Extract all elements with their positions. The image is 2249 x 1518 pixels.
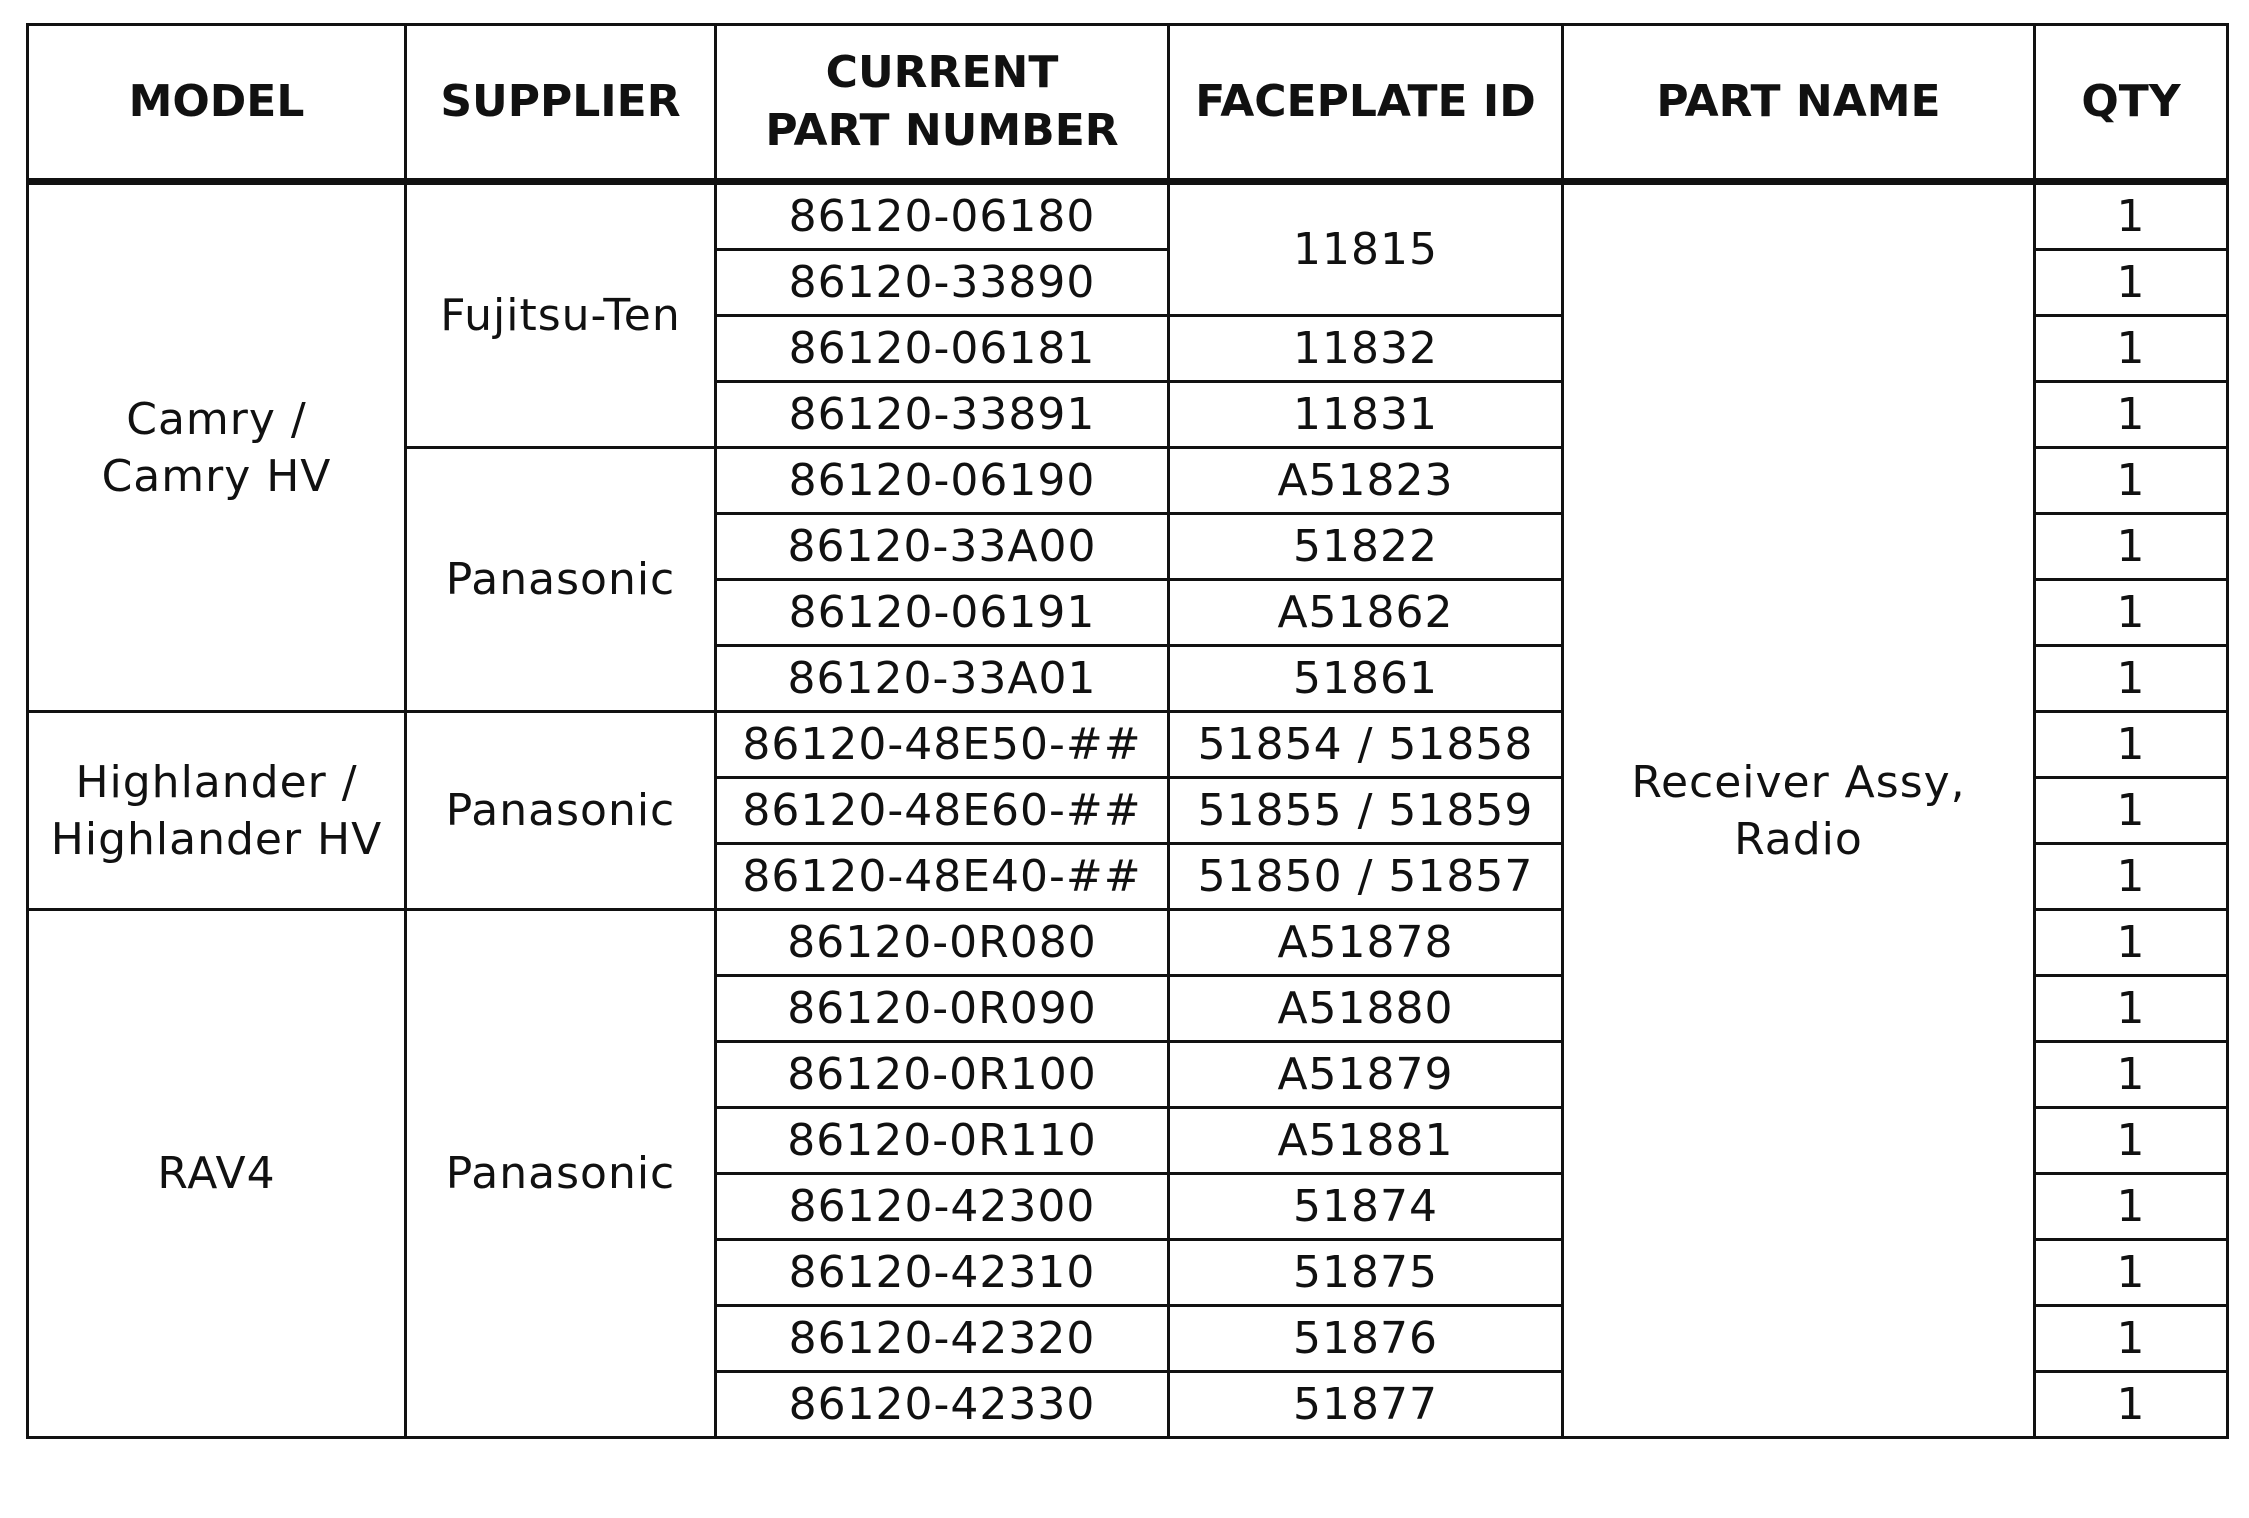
header-qty: QTY (2035, 25, 2228, 182)
faceplate-cell: 51875 (1169, 1240, 1563, 1306)
qty-cell: 1 (2035, 250, 2228, 316)
model-camry-line2: Camry HV (101, 450, 332, 502)
parts-table (26, 23, 2229, 1439)
header-row (28, 25, 2228, 182)
header-part-number (716, 25, 1169, 182)
qty-cell: 1 (2035, 448, 2228, 514)
faceplate-cell: A51823 (1169, 448, 1563, 514)
header-part-number-line1: CURRENT (825, 47, 1059, 98)
part-name-cell (1563, 182, 2035, 1438)
faceplate-cell: 11831 (1169, 382, 1563, 448)
part-number-cell: 86120-42310 (716, 1240, 1169, 1306)
faceplate-cell: A51878 (1169, 910, 1563, 976)
part-number-cell: 86120-06180 (716, 182, 1169, 250)
header-model: MODEL (28, 25, 406, 182)
qty-cell: 1 (2035, 976, 2228, 1042)
qty-cell: 1 (2035, 844, 2228, 910)
part-number-cell: 86120-48E60-## (716, 778, 1169, 844)
part-name-line1: Receiver Assy, (1631, 756, 1966, 808)
model-cell-highlander (28, 712, 406, 910)
qty-cell: 1 (2035, 778, 2228, 844)
part-number-cell: 86120-42300 (716, 1174, 1169, 1240)
table-row (28, 182, 2228, 250)
qty-cell: 1 (2035, 712, 2228, 778)
qty-cell: 1 (2035, 1372, 2228, 1438)
faceplate-cell: 11815 (1169, 182, 1563, 316)
part-number-cell: 86120-42330 (716, 1372, 1169, 1438)
faceplate-cell: 51854 / 51858 (1169, 712, 1563, 778)
model-cell-camry (28, 182, 406, 712)
header-part-name: PART NAME (1563, 25, 2035, 182)
part-number-cell: 86120-33890 (716, 250, 1169, 316)
faceplate-cell: 51874 (1169, 1174, 1563, 1240)
part-number-cell: 86120-0R110 (716, 1108, 1169, 1174)
supplier-cell-fujitsu-ten: Fujitsu-Ten (406, 182, 716, 448)
part-number-cell: 86120-33A00 (716, 514, 1169, 580)
faceplate-cell: A51879 (1169, 1042, 1563, 1108)
qty-cell: 1 (2035, 580, 2228, 646)
faceplate-cell: A51880 (1169, 976, 1563, 1042)
faceplate-cell: A51881 (1169, 1108, 1563, 1174)
header-supplier: SUPPLIER (406, 25, 716, 182)
part-number-cell: 86120-0R080 (716, 910, 1169, 976)
faceplate-cell: 11832 (1169, 316, 1563, 382)
part-number-cell: 86120-42320 (716, 1306, 1169, 1372)
part-number-cell: 86120-06181 (716, 316, 1169, 382)
parts-table-wrapper (26, 23, 2229, 1439)
part-number-cell: 86120-06190 (716, 448, 1169, 514)
header-part-number-line2: PART NUMBER (765, 105, 1119, 156)
supplier-cell-panasonic: Panasonic (406, 712, 716, 910)
part-number-cell: 86120-06191 (716, 580, 1169, 646)
qty-cell: 1 (2035, 1174, 2228, 1240)
part-number-cell: 86120-33A01 (716, 646, 1169, 712)
qty-cell: 1 (2035, 646, 2228, 712)
qty-cell: 1 (2035, 1042, 2228, 1108)
faceplate-cell: 51861 (1169, 646, 1563, 712)
model-highlander-line1: Highlander / (75, 756, 358, 808)
part-number-cell: 86120-33891 (716, 382, 1169, 448)
part-name-line2: Radio (1734, 813, 1863, 865)
qty-cell: 1 (2035, 1240, 2228, 1306)
part-number-cell: 86120-0R100 (716, 1042, 1169, 1108)
qty-cell: 1 (2035, 1306, 2228, 1372)
model-camry-line1: Camry / (126, 393, 307, 445)
model-highlander-line2: Highlander HV (50, 813, 383, 865)
faceplate-cell: 51876 (1169, 1306, 1563, 1372)
qty-cell: 1 (2035, 382, 2228, 448)
part-number-cell: 86120-0R090 (716, 976, 1169, 1042)
part-number-cell: 86120-48E50-## (716, 712, 1169, 778)
faceplate-cell: 51855 / 51859 (1169, 778, 1563, 844)
supplier-cell-panasonic: Panasonic (406, 910, 716, 1438)
faceplate-cell: A51862 (1169, 580, 1563, 646)
part-number-cell: 86120-48E40-## (716, 844, 1169, 910)
qty-cell: 1 (2035, 316, 2228, 382)
qty-cell: 1 (2035, 910, 2228, 976)
faceplate-cell: 51822 (1169, 514, 1563, 580)
faceplate-cell: 51877 (1169, 1372, 1563, 1438)
qty-cell: 1 (2035, 1108, 2228, 1174)
header-faceplate-id: FACEPLATE ID (1169, 25, 1563, 182)
qty-cell: 1 (2035, 182, 2228, 250)
model-cell-rav4: RAV4 (28, 910, 406, 1438)
supplier-cell-panasonic: Panasonic (406, 448, 716, 712)
qty-cell: 1 (2035, 514, 2228, 580)
faceplate-cell: 51850 / 51857 (1169, 844, 1563, 910)
